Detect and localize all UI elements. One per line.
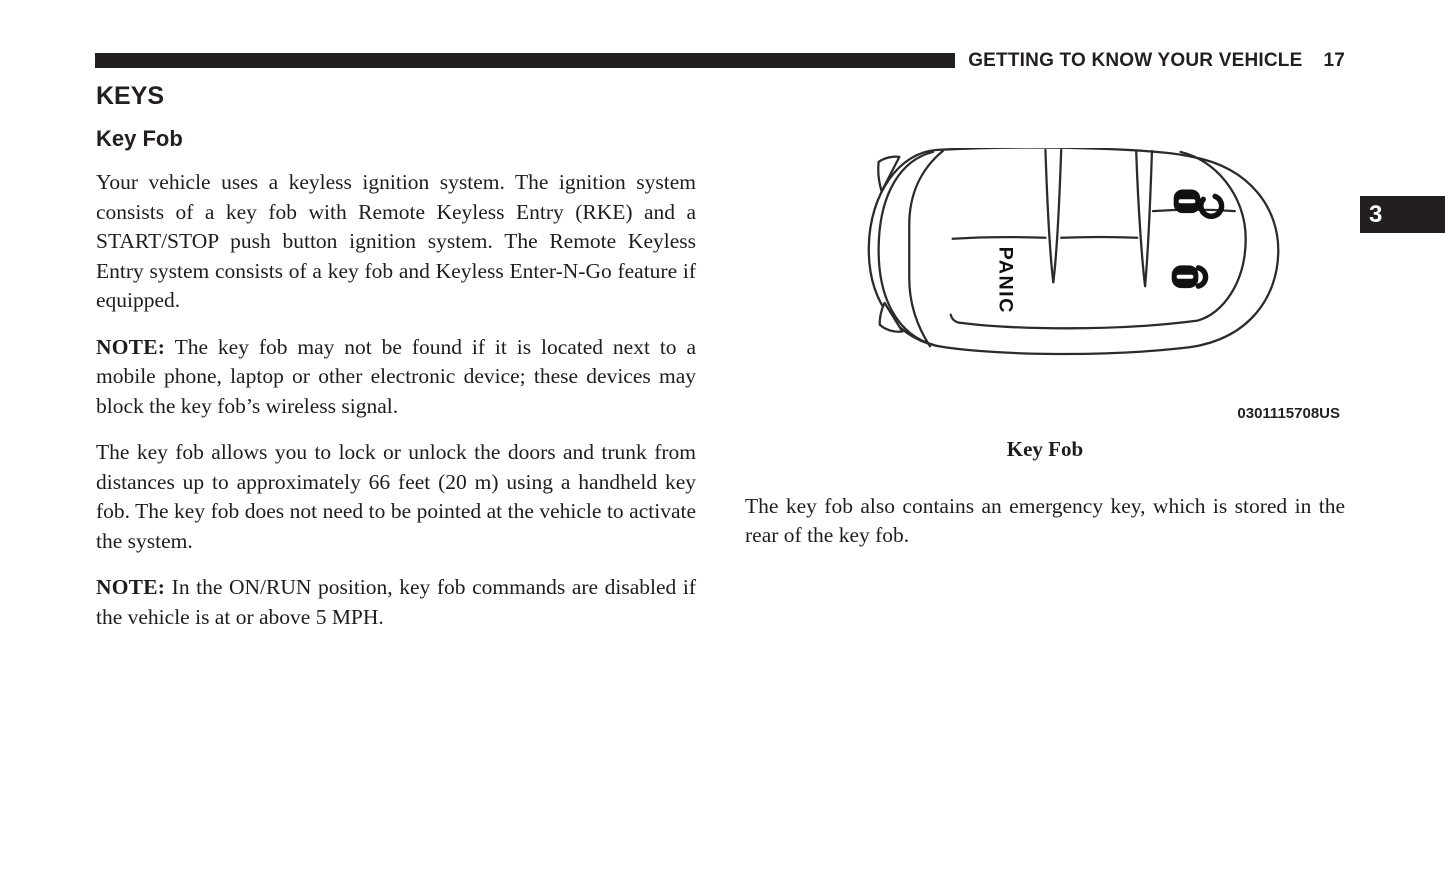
header-rule [95, 53, 955, 68]
figure-caption: Key Fob [1006, 437, 1084, 461]
note-text: The key fob may not be found if it is located next to a mobile phone, laptop or other electronic device; these devices may block the key fob’s wireless signal. [96, 334, 696, 418]
figure-paragraph: The key fob also contains an emergency key, which is stored in the rear of the key fob. [745, 493, 1345, 547]
note-paragraph [96, 573, 696, 632]
header-title: GETTING TO KNOW YOUR VEHICLE [968, 50, 1303, 71]
note-label: NOTE: [96, 334, 166, 359]
subsection-title: Key Fob [96, 126, 183, 151]
note-label: NOTE: [96, 575, 166, 599]
paragraph-text: Your vehicle uses a keyless ignition system. The ignition system consists of a key fob with Remote Keyless Entry (RKE) and a START/STOP push button ignition system. The Remote Keyless Entry system consists of a key fob and Keyless Enter-N-Go feature if equipped. [96, 170, 696, 312]
figure-code: 0301115708US [1237, 405, 1340, 422]
note-text: In the ON/RUN position, key fob commands are disabled if the vehicle is at or above 5 MPH. [96, 575, 696, 629]
paragraph [96, 438, 696, 556]
paragraph-text: The key fob allows you to lock or unlock the doors and trunk from distances up to approximately 66 feet (20 m) using a handheld key fob. The key fob does not need to be pointed at the vehicle to activate the system. [96, 440, 696, 553]
page-number: 17 [1323, 50, 1345, 71]
paragraph [96, 168, 696, 316]
section-title: KEYS [96, 82, 165, 110]
text-column [96, 82, 696, 632]
chapter-tab-label: 3 [1369, 200, 1383, 228]
note-paragraph [96, 333, 696, 422]
keyfob-body [869, 148, 1279, 354]
chapter-tab [1360, 196, 1445, 233]
panic-button-label: PANIC [994, 246, 1017, 314]
button-separator-middle [1061, 237, 1137, 238]
keyfob-illustration [862, 148, 1290, 370]
header [968, 50, 1345, 72]
